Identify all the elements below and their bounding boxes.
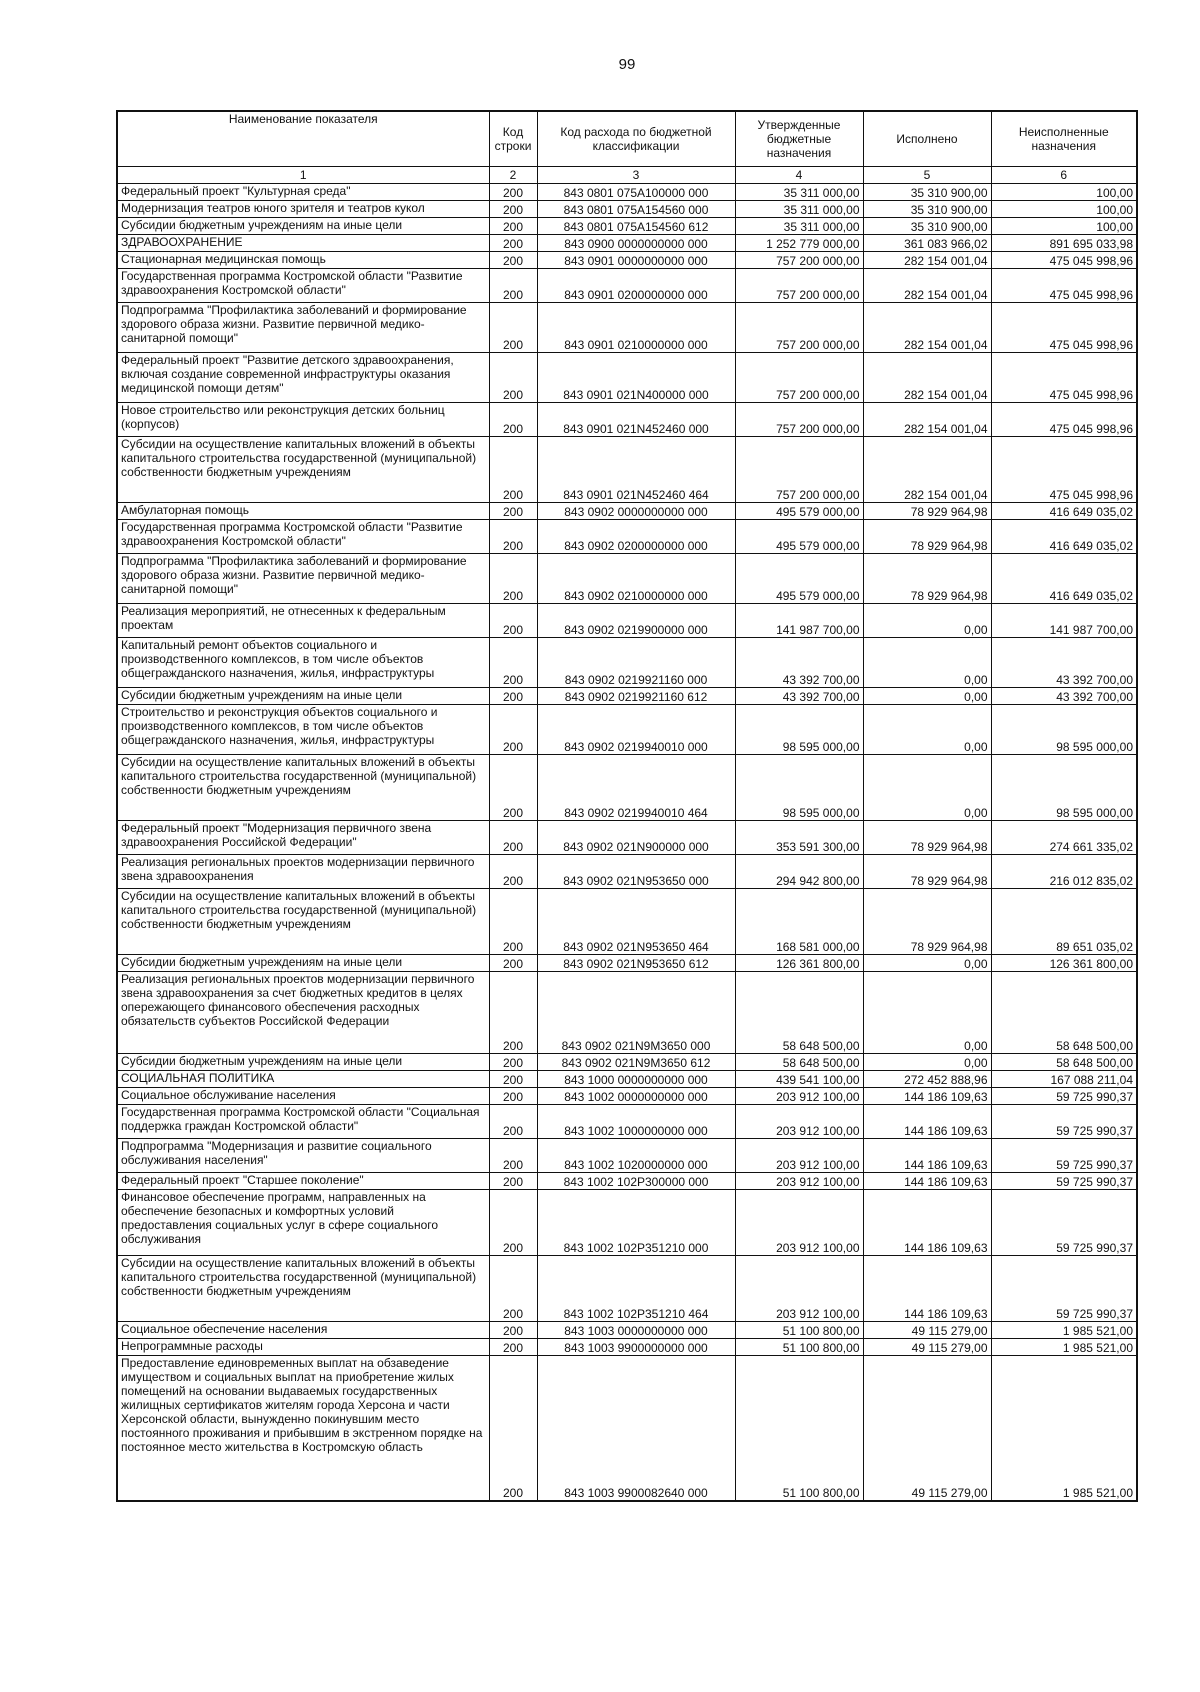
- row-name: Федеральный проект "Модернизация первичного звена здравоохранения Российской Федерации": [117, 820, 489, 854]
- row-code: 200: [489, 954, 537, 971]
- executed-amount: 0,00: [863, 754, 991, 820]
- expense-code: 843 0902 021N953650 464: [537, 888, 735, 954]
- expense-code: 843 1002 102P300000 000: [537, 1172, 735, 1189]
- table-row: [117, 954, 1137, 971]
- row-name: Субсидии бюджетным учреждениям на иные цели: [117, 954, 489, 971]
- unexecuted-amount: 59 725 990,37: [991, 1172, 1137, 1189]
- table-row: [117, 854, 1137, 888]
- row-name: Подпрограмма "Профилактика заболеваний и формирование здорового образа жизни. Развитие первичной медико-санитарной помощи": [117, 302, 489, 352]
- unexecuted-amount: 100,00: [991, 217, 1137, 234]
- table-row: [117, 1338, 1137, 1355]
- expense-code: 843 1003 9900000000 000: [537, 1338, 735, 1355]
- approved-amount: 58 648 500,00: [735, 971, 863, 1053]
- row-name: СОЦИАЛЬНАЯ ПОЛИТИКА: [117, 1070, 489, 1087]
- expense-code: 843 0801 075A100000 000: [537, 183, 735, 200]
- expense-code: 843 0902 021N9M3650 612: [537, 1053, 735, 1070]
- approved-amount: 141 987 700,00: [735, 603, 863, 637]
- unexecuted-amount: 59 725 990,37: [991, 1255, 1137, 1321]
- executed-amount: 0,00: [863, 704, 991, 754]
- table-row: [117, 1070, 1137, 1087]
- executed-amount: 78 929 964,98: [863, 519, 991, 553]
- executed-amount: 272 452 888,96: [863, 1070, 991, 1087]
- row-name: Субсидии на осуществление капитальных вложений в объекты капитального строительства государственной (муниципальной) собственности бюджетным учреждениям: [117, 888, 489, 954]
- executed-amount: 144 186 109,63: [863, 1172, 991, 1189]
- approved-amount: 126 361 800,00: [735, 954, 863, 971]
- row-code: 200: [489, 1338, 537, 1355]
- table-row: [117, 687, 1137, 704]
- row-name: Предоставление единовременных выплат на обзаведение имуществом и социальных выплат на приобретение жилых помещений на основании выдаваемых государственных жилищных сертификатов жителям города Херсона и части Херсонской области, вынужденно покинувшим место постоянного проживания и прибывшим в экстренном порядке на постоянное место жительства в Костромскую область: [117, 1355, 489, 1501]
- approved-amount: 51 100 800,00: [735, 1321, 863, 1338]
- approved-amount: 757 200 000,00: [735, 436, 863, 502]
- expense-code: 843 0901 0210000000 000: [537, 302, 735, 352]
- row-code: 200: [489, 519, 537, 553]
- approved-amount: 58 648 500,00: [735, 1053, 863, 1070]
- expense-code: 843 0902 0219921160 000: [537, 637, 735, 687]
- row-code: 200: [489, 854, 537, 888]
- expense-code: 843 0902 021N9M3650 000: [537, 971, 735, 1053]
- row-code: 200: [489, 1189, 537, 1255]
- row-code: 200: [489, 436, 537, 502]
- column-number-row: [117, 166, 1137, 183]
- executed-amount: 0,00: [863, 954, 991, 971]
- approved-amount: 294 942 800,00: [735, 854, 863, 888]
- unexecuted-amount: 475 045 998,96: [991, 268, 1137, 302]
- approved-amount: 51 100 800,00: [735, 1338, 863, 1355]
- row-code: 200: [489, 553, 537, 603]
- row-code: 200: [489, 1255, 537, 1321]
- expense-code: 843 0900 0000000000 000: [537, 234, 735, 251]
- executed-amount: 35 310 900,00: [863, 217, 991, 234]
- row-code: 200: [489, 971, 537, 1053]
- expense-code: 843 0901 021N452460 464: [537, 436, 735, 502]
- approved-amount: 757 200 000,00: [735, 268, 863, 302]
- executed-amount: 361 083 966,02: [863, 234, 991, 251]
- executed-amount: 78 929 964,98: [863, 553, 991, 603]
- executed-amount: 0,00: [863, 687, 991, 704]
- executed-amount: 0,00: [863, 971, 991, 1053]
- unexecuted-amount: 1 985 521,00: [991, 1355, 1137, 1501]
- row-name: Капитальный ремонт объектов социального и производственного комплексов, в том числе объектов общегражданского назначения, жилья, инфраструктуры: [117, 637, 489, 687]
- expense-code: 843 0901 021N400000 000: [537, 352, 735, 402]
- row-code: 200: [489, 1355, 537, 1501]
- row-code: 200: [489, 251, 537, 268]
- expense-code: 843 0902 0219940010 000: [537, 704, 735, 754]
- unexecuted-amount: 416 649 035,02: [991, 519, 1137, 553]
- expense-code: 843 0901 0000000000 000: [537, 251, 735, 268]
- budget-execution-table: [116, 110, 1138, 1502]
- approved-amount: 203 912 100,00: [735, 1172, 863, 1189]
- table-row: [117, 603, 1137, 637]
- approved-amount: 203 912 100,00: [735, 1255, 863, 1321]
- unexecuted-amount: 98 595 000,00: [991, 704, 1137, 754]
- row-name: Подпрограмма "Модернизация и развитие социального обслуживания населения": [117, 1138, 489, 1172]
- expense-code: 843 1003 0000000000 000: [537, 1321, 735, 1338]
- table-row: [117, 200, 1137, 217]
- header-unexecuted: Неисполненные назначения: [991, 111, 1137, 166]
- approved-amount: 35 311 000,00: [735, 217, 863, 234]
- row-code: 200: [489, 183, 537, 200]
- executed-amount: 49 115 279,00: [863, 1321, 991, 1338]
- expense-code: 843 0902 0219921160 612: [537, 687, 735, 704]
- approved-amount: 203 912 100,00: [735, 1104, 863, 1138]
- approved-amount: 203 912 100,00: [735, 1087, 863, 1104]
- row-code: 200: [489, 637, 537, 687]
- executed-amount: 144 186 109,63: [863, 1138, 991, 1172]
- row-name: Амбулаторная помощь: [117, 502, 489, 519]
- row-name: Реализация мероприятий, не отнесенных к федеральным проектам: [117, 603, 489, 637]
- expense-code: 843 0902 0219940010 464: [537, 754, 735, 820]
- unexecuted-amount: 475 045 998,96: [991, 352, 1137, 402]
- executed-amount: 0,00: [863, 1053, 991, 1070]
- row-name: Строительство и реконструкция объектов социального и производственного комплексов, в том числе объектов общегражданского назначения, жилья, инфраструктуры: [117, 704, 489, 754]
- executed-amount: 78 929 964,98: [863, 820, 991, 854]
- approved-amount: 495 579 000,00: [735, 553, 863, 603]
- executed-amount: 282 154 001,04: [863, 436, 991, 502]
- expense-code: 843 0901 021N452460 000: [537, 402, 735, 436]
- executed-amount: 282 154 001,04: [863, 302, 991, 352]
- approved-amount: 51 100 800,00: [735, 1355, 863, 1501]
- table-body: [117, 183, 1137, 1501]
- table-row: [117, 183, 1137, 200]
- row-name: Субсидии на осуществление капитальных вложений в объекты капитального строительства государственной (муниципальной) собственности бюджетным учреждениям: [117, 1255, 489, 1321]
- approved-amount: 35 311 000,00: [735, 183, 863, 200]
- executed-amount: 282 154 001,04: [863, 352, 991, 402]
- row-code: 200: [489, 268, 537, 302]
- row-name: Государственная программа Костромской области "Развитие здравоохранения Костромской области": [117, 519, 489, 553]
- row-code: 200: [489, 687, 537, 704]
- table-row: [117, 1104, 1137, 1138]
- approved-amount: 43 392 700,00: [735, 687, 863, 704]
- row-code: 200: [489, 1070, 537, 1087]
- row-code: 200: [489, 1087, 537, 1104]
- executed-amount: 78 929 964,98: [863, 888, 991, 954]
- column-number: 4: [735, 166, 863, 183]
- expense-code: 843 1002 102P351210 000: [537, 1189, 735, 1255]
- executed-amount: 78 929 964,98: [863, 854, 991, 888]
- row-name: Субсидии на осуществление капитальных вложений в объекты капитального строительства государственной (муниципальной) собственности бюджетным учреждениям: [117, 436, 489, 502]
- approved-amount: 757 200 000,00: [735, 352, 863, 402]
- approved-amount: 98 595 000,00: [735, 704, 863, 754]
- table-row: [117, 402, 1137, 436]
- approved-amount: 43 392 700,00: [735, 637, 863, 687]
- header-approved: Утвержденные бюджетные назначения: [735, 111, 863, 166]
- row-name: Федеральный проект "Культурная среда": [117, 183, 489, 200]
- row-name: Государственная программа Костромской области "Социальная поддержка граждан Костромской области": [117, 1104, 489, 1138]
- unexecuted-amount: 475 045 998,96: [991, 402, 1137, 436]
- executed-amount: 144 186 109,63: [863, 1104, 991, 1138]
- page-number: 99: [618, 56, 636, 73]
- table-row: [117, 888, 1137, 954]
- expense-code: 843 0902 0210000000 000: [537, 553, 735, 603]
- row-code: 200: [489, 820, 537, 854]
- table-row: [117, 519, 1137, 553]
- row-name: Социальное обслуживание населения: [117, 1087, 489, 1104]
- approved-amount: 495 579 000,00: [735, 519, 863, 553]
- column-number: 1: [117, 166, 489, 183]
- expense-code: 843 1002 102P351210 464: [537, 1255, 735, 1321]
- unexecuted-amount: 1 985 521,00: [991, 1338, 1137, 1355]
- executed-amount: 0,00: [863, 603, 991, 637]
- approved-amount: 495 579 000,00: [735, 502, 863, 519]
- table-row: [117, 1053, 1137, 1070]
- unexecuted-amount: 100,00: [991, 200, 1137, 217]
- table-row: [117, 704, 1137, 754]
- executed-amount: 0,00: [863, 637, 991, 687]
- executed-amount: 282 154 001,04: [863, 251, 991, 268]
- expense-code: 843 0801 075A154560 612: [537, 217, 735, 234]
- column-number: 6: [991, 166, 1137, 183]
- row-code: 200: [489, 603, 537, 637]
- row-code: 200: [489, 234, 537, 251]
- unexecuted-amount: 475 045 998,96: [991, 251, 1137, 268]
- table-row: [117, 637, 1137, 687]
- approved-amount: 168 581 000,00: [735, 888, 863, 954]
- table-row: [117, 1321, 1137, 1338]
- unexecuted-amount: 98 595 000,00: [991, 754, 1137, 820]
- table-row: [117, 352, 1137, 402]
- executed-amount: 35 310 900,00: [863, 183, 991, 200]
- expense-code: 843 1002 0000000000 000: [537, 1087, 735, 1104]
- row-code: 200: [489, 1053, 537, 1070]
- executed-amount: 35 310 900,00: [863, 200, 991, 217]
- unexecuted-amount: 43 392 700,00: [991, 687, 1137, 704]
- table-row: [117, 234, 1137, 251]
- table-row: [117, 553, 1137, 603]
- column-number: 2: [489, 166, 537, 183]
- unexecuted-amount: 58 648 500,00: [991, 971, 1137, 1053]
- column-number: 3: [537, 166, 735, 183]
- header-row-code: Код строки: [489, 111, 537, 166]
- header-executed: Исполнено: [863, 111, 991, 166]
- table-row: [117, 754, 1137, 820]
- expense-code: 843 0902 0200000000 000: [537, 519, 735, 553]
- approved-amount: 439 541 100,00: [735, 1070, 863, 1087]
- row-name: Субсидии на осуществление капитальных вложений в объекты капитального строительства государственной (муниципальной) собственности бюджетным учреждениям: [117, 754, 489, 820]
- unexecuted-amount: 126 361 800,00: [991, 954, 1137, 971]
- row-name: Новое строительство или реконструкция детских больниц (корпусов): [117, 402, 489, 436]
- expense-code: 843 0902 021N953650 612: [537, 954, 735, 971]
- row-code: 200: [489, 352, 537, 402]
- expense-code: 843 0902 0219900000 000: [537, 603, 735, 637]
- executed-amount: 282 154 001,04: [863, 402, 991, 436]
- unexecuted-amount: 216 012 835,02: [991, 854, 1137, 888]
- table-row: [117, 1355, 1137, 1501]
- unexecuted-amount: 58 648 500,00: [991, 1053, 1137, 1070]
- expense-code: 843 0902 0000000000 000: [537, 502, 735, 519]
- unexecuted-amount: 89 651 035,02: [991, 888, 1137, 954]
- executed-amount: 144 186 109,63: [863, 1255, 991, 1321]
- row-name: Федеральный проект "Старшее поколение": [117, 1172, 489, 1189]
- expense-code: 843 1002 1000000000 000: [537, 1104, 735, 1138]
- row-name: Субсидии бюджетным учреждениям на иные цели: [117, 687, 489, 704]
- row-name: Государственная программа Костромской области "Развитие здравоохранения Костромской области": [117, 268, 489, 302]
- row-name: Социальное обеспечение населения: [117, 1321, 489, 1338]
- row-code: 200: [489, 200, 537, 217]
- unexecuted-amount: 59 725 990,37: [991, 1104, 1137, 1138]
- row-code: 200: [489, 217, 537, 234]
- executed-amount: 78 929 964,98: [863, 502, 991, 519]
- approved-amount: 98 595 000,00: [735, 754, 863, 820]
- unexecuted-amount: 43 392 700,00: [991, 637, 1137, 687]
- unexecuted-amount: 891 695 033,98: [991, 234, 1137, 251]
- row-name: Федеральный проект "Развитие детского здравоохранения, включая создание современной инфраструктуры оказания медицинской помощи детям": [117, 352, 489, 402]
- unexecuted-amount: 59 725 990,37: [991, 1138, 1137, 1172]
- expense-code: 843 0901 0200000000 000: [537, 268, 735, 302]
- row-code: 200: [489, 402, 537, 436]
- table-row: [117, 820, 1137, 854]
- row-code: 200: [489, 704, 537, 754]
- unexecuted-amount: 59 725 990,37: [991, 1087, 1137, 1104]
- expense-code: 843 0902 021N953650 000: [537, 854, 735, 888]
- unexecuted-amount: 475 045 998,96: [991, 436, 1137, 502]
- approved-amount: 757 200 000,00: [735, 251, 863, 268]
- expense-code: 843 0801 075A154560 000: [537, 200, 735, 217]
- header-name: Наименование показателя: [117, 111, 489, 166]
- row-name: Непрограммные расходы: [117, 1338, 489, 1355]
- row-name: Субсидии бюджетным учреждениям на иные цели: [117, 217, 489, 234]
- table-row: [117, 1189, 1137, 1255]
- expense-code: 843 0902 021N900000 000: [537, 820, 735, 854]
- expense-code: 843 1002 1020000000 000: [537, 1138, 735, 1172]
- unexecuted-amount: 274 661 335,02: [991, 820, 1137, 854]
- row-name: ЗДРАВООХРАНЕНИЕ: [117, 234, 489, 251]
- table-row: [117, 436, 1137, 502]
- approved-amount: 757 200 000,00: [735, 302, 863, 352]
- row-name: Подпрограмма "Профилактика заболеваний и формирование здорового образа жизни. Развитие первичной медико-санитарной помощи": [117, 553, 489, 603]
- row-code: 200: [489, 302, 537, 352]
- unexecuted-amount: 59 725 990,37: [991, 1189, 1137, 1255]
- row-code: 200: [489, 1321, 537, 1338]
- approved-amount: 757 200 000,00: [735, 402, 863, 436]
- row-code: 200: [489, 1172, 537, 1189]
- table-row: [117, 1087, 1137, 1104]
- row-name: Финансовое обеспечение программ, направленных на обеспечение безопасных и комфортных условий предоставления социальных услуг в сфере социального обслуживания: [117, 1189, 489, 1255]
- row-code: 200: [489, 1138, 537, 1172]
- unexecuted-amount: 100,00: [991, 183, 1137, 200]
- column-number: 5: [863, 166, 991, 183]
- table-row: [117, 1138, 1137, 1172]
- table-row: [117, 971, 1137, 1053]
- executed-amount: 144 186 109,63: [863, 1189, 991, 1255]
- table-row: [117, 268, 1137, 302]
- row-code: 200: [489, 888, 537, 954]
- unexecuted-amount: 1 985 521,00: [991, 1321, 1137, 1338]
- header-expense-code: Код расхода по бюджетной классификации: [537, 111, 735, 166]
- executed-amount: 49 115 279,00: [863, 1338, 991, 1355]
- header-row: [117, 111, 1137, 166]
- row-code: 200: [489, 502, 537, 519]
- unexecuted-amount: 416 649 035,02: [991, 553, 1137, 603]
- table-row: [117, 1255, 1137, 1321]
- table-row: [117, 1172, 1137, 1189]
- approved-amount: 1 252 779 000,00: [735, 234, 863, 251]
- unexecuted-amount: 416 649 035,02: [991, 502, 1137, 519]
- expense-code: 843 1003 9900082640 000: [537, 1355, 735, 1501]
- executed-amount: 144 186 109,63: [863, 1087, 991, 1104]
- approved-amount: 203 912 100,00: [735, 1189, 863, 1255]
- approved-amount: 203 912 100,00: [735, 1138, 863, 1172]
- row-code: 200: [489, 754, 537, 820]
- unexecuted-amount: 141 987 700,00: [991, 603, 1137, 637]
- row-name: Реализация региональных проектов модернизации первичного звена здравоохранения: [117, 854, 489, 888]
- expense-code: 843 1000 0000000000 000: [537, 1070, 735, 1087]
- unexecuted-amount: 475 045 998,96: [991, 302, 1137, 352]
- unexecuted-amount: 167 088 211,04: [991, 1070, 1137, 1087]
- table-row: [117, 251, 1137, 268]
- approved-amount: 353 591 300,00: [735, 820, 863, 854]
- row-name: Реализация региональных проектов модернизации первичного звена здравоохранения за счет бюджетных кредитов в целях опережающего финансового обеспечения расходных обязательств субъектов Российской Федерации: [117, 971, 489, 1053]
- table-row: [117, 302, 1137, 352]
- table-row: [117, 502, 1137, 519]
- approved-amount: 35 311 000,00: [735, 200, 863, 217]
- row-name: Субсидии бюджетным учреждениям на иные цели: [117, 1053, 489, 1070]
- executed-amount: 282 154 001,04: [863, 268, 991, 302]
- row-name: Модернизация театров юного зрителя и театров кукол: [117, 200, 489, 217]
- table-row: [117, 217, 1137, 234]
- row-name: Стационарная медицинская помощь: [117, 251, 489, 268]
- row-code: 200: [489, 1104, 537, 1138]
- executed-amount: 49 115 279,00: [863, 1355, 991, 1501]
